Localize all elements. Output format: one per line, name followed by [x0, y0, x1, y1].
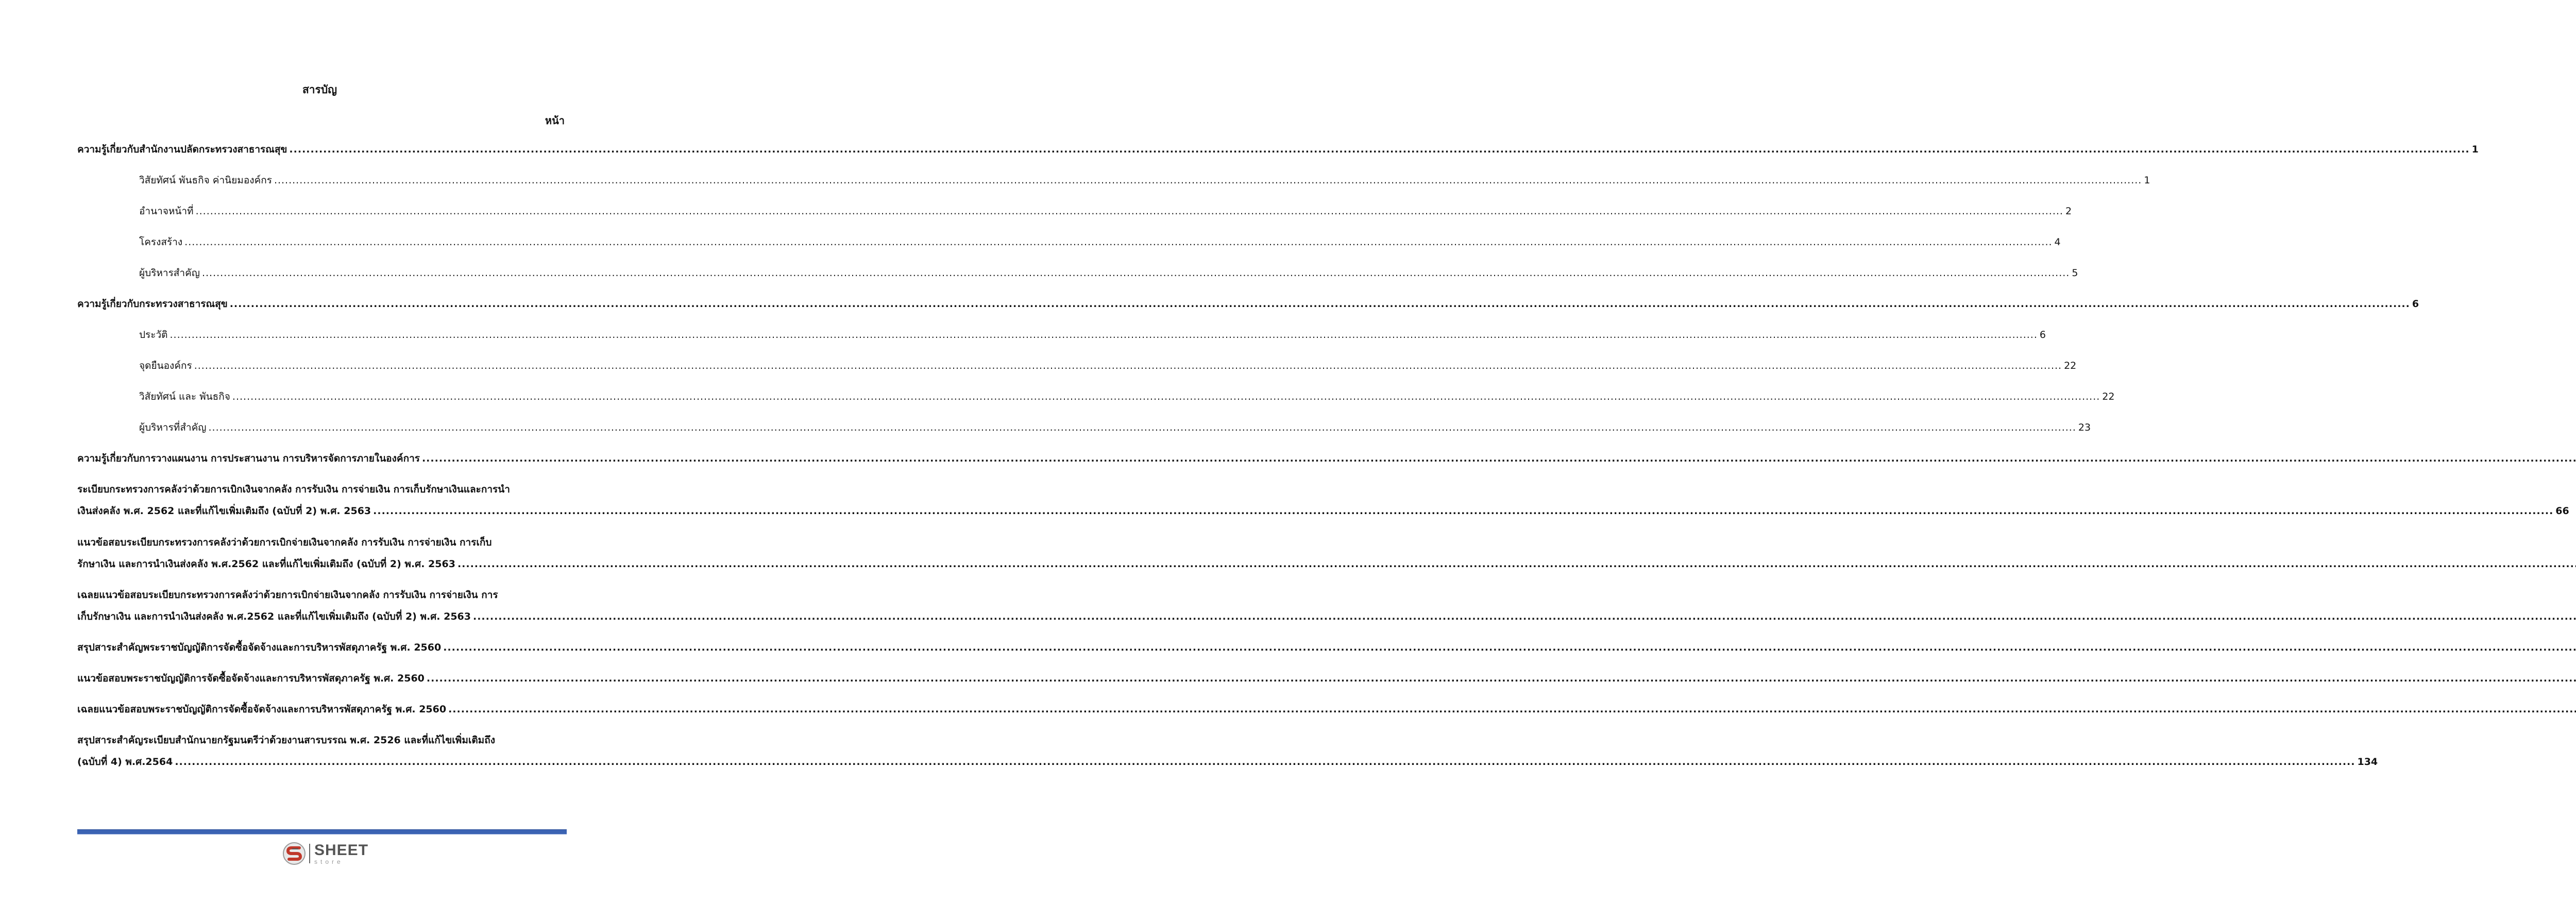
toc-subentry[interactable] [139, 265, 2078, 281]
toc-entry-title-line1: เฉลยแนวข้อสอบระเบียบกระทรวงการคลังว่าด้วยการเบิกจ่ายเงินจากคลัง การรับเงิน การจ่ายเงิน การ [77, 589, 498, 601]
sheet-store-logo [282, 841, 368, 866]
toc-subentry[interactable] [139, 234, 2061, 250]
leader-dots [289, 142, 2469, 157]
toc-entry-title: ผู้บริหารที่สำคัญ [139, 422, 207, 433]
toc-entry-page: 5 [2072, 267, 2078, 279]
toc-entry-title-line1: แนวข้อสอบระเบียบกระทรวงการคลังว่าด้วยการเบิกจ่ายเงินจากคลัง การรับเงิน การจ่ายเงิน การเก็บ [77, 537, 492, 548]
toc-entry-title: เก็บรักษาเงิน และการนำเงินส่งคลัง พ.ศ.2562 และที่แก้ไขเพิ่มเติมถึง (ฉบับที่ 2) พ.ศ. 2563 [77, 611, 471, 622]
toc-subentry[interactable] [139, 327, 2046, 343]
toc-entry-title: ประวัติ [139, 329, 168, 340]
toc-entry-page: 1 [2144, 175, 2150, 186]
toc-entry[interactable] [77, 732, 2378, 770]
toc-entry-title: อำนาจหน้าที่ [139, 206, 194, 217]
leader-dots [473, 609, 2576, 624]
toc-entry[interactable] [77, 671, 565, 686]
page-title: สารบัญ [302, 83, 337, 96]
leader-dots [443, 640, 2576, 655]
toc-entry[interactable] [77, 702, 565, 717]
leader-dots [373, 503, 2553, 519]
leader-dots [427, 671, 2576, 686]
toc-entry[interactable] [77, 296, 2419, 312]
toc-entry-title-line1: ระเบียบกระทรวงการคลังว่าด้วยการเบิกเงินจากคลัง การรับเงิน การจ่ายเงิน การเก็บรักษาเงินและการนำ [77, 484, 510, 495]
leader-dots [196, 203, 2063, 219]
leader-dots [194, 358, 2062, 373]
toc-entry-title: รักษาเงิน และการนำเงินส่งคลัง พ.ศ.2562 และที่แก้ไขเพิ่มเติมถึง (ฉบับที่ 2) พ.ศ. 2563 [77, 558, 455, 570]
toc-entry-page: 6 [2412, 298, 2419, 310]
toc-entry[interactable] [77, 482, 2569, 519]
leader-dots [457, 556, 2576, 572]
toc-entry-title: เงินส่งคลัง พ.ศ. 2562 และที่แก้ไขเพิ่มเติมถึง (ฉบับที่ 2) พ.ศ. 2563 [77, 505, 371, 517]
toc-entry-title: สรุปสาระสำคัญพระราชบัญญัติการจัดซื้อจัดจ้างและการบริหารพัสดุภาครัฐ พ.ศ. 2560 [77, 642, 442, 653]
toc-subentry[interactable] [139, 358, 2077, 373]
logo-text: SHEET [314, 841, 369, 859]
toc-entry[interactable] [77, 535, 565, 572]
toc-entry-page: 22 [2102, 391, 2115, 402]
toc-entry-title: ความรู้เกี่ยวกับการวางแผนงาน การประสานงาน การบริหารจัดการภายในองค์การ [77, 453, 420, 464]
toc-entry-title: วิสัยทัศน์ และ พันธกิจ [139, 391, 230, 402]
toc-entry[interactable] [77, 142, 2479, 157]
toc-entry-title: เฉลยแนวข้อสอบพระราชบัญญัติการจัดซื้อจัดจ้างและการบริหารพัสดุภาครัฐ พ.ศ. 2560 [77, 704, 447, 715]
toc-entry-page: 1 [2471, 144, 2479, 155]
toc-entry-page: 23 [2078, 422, 2091, 433]
leader-dots [230, 296, 2410, 312]
leader-dots [422, 451, 2576, 466]
toc-entry-title: (ฉบับที่ 4) พ.ศ.2564 [77, 756, 173, 767]
toc-entry[interactable] [77, 640, 565, 655]
toc-entry-page: 4 [2054, 236, 2061, 248]
toc-entry[interactable] [77, 587, 565, 624]
toc-entry[interactable] [77, 451, 565, 466]
logo-subtext: store [314, 858, 344, 865]
leader-dots [202, 265, 2070, 281]
leader-dots [175, 754, 2355, 770]
toc-subentry[interactable] [139, 173, 2150, 188]
sheet-store-s-icon [282, 842, 306, 865]
footer-divider [77, 829, 567, 834]
toc-entry-page: 134 [2357, 756, 2378, 767]
toc-entry-title: โครงสร้าง [139, 236, 183, 248]
toc-entry-title: ผู้บริหารสำคัญ [139, 267, 200, 279]
leader-dots [184, 234, 2052, 250]
leader-dots [232, 389, 2100, 404]
toc-entry-page: 22 [2064, 360, 2077, 371]
toc-subentry[interactable] [139, 389, 2115, 404]
logo-separator [309, 844, 310, 863]
toc-entry-title-line1: สรุปสาระสำคัญระเบียบสำนักนายกรัฐมนตรีว่าด้วยงานสารบรรณ พ.ศ. 2526 และที่แก้ไขเพิ่มเติมถึง [77, 735, 495, 746]
toc-entry-page: 2 [2065, 206, 2072, 217]
leader-dots [170, 327, 2037, 343]
toc-entry-page: 66 [2555, 505, 2569, 517]
toc-entry-title: ความรู้เกี่ยวกับสำนักงานปลัดกระทรวงสาธารณสุข [77, 144, 287, 155]
toc-entry-title: จุดยืนองค์กร [139, 360, 192, 371]
toc-entry-title: แนวข้อสอบพระราชบัญญัติการจัดซื้อจัดจ้างและการบริหารพัสดุภาครัฐ พ.ศ. 2560 [77, 673, 425, 684]
toc-subentry[interactable] [139, 420, 2091, 435]
toc-entry-title: ความรู้เกี่ยวกับกระทรวงสาธารณสุข [77, 298, 228, 310]
leader-dots [209, 420, 2076, 435]
leader-dots [274, 173, 2142, 188]
leader-dots [448, 702, 2576, 717]
toc-subentry[interactable] [139, 203, 2072, 219]
toc-entry-page: 6 [2039, 329, 2046, 340]
toc-entry-title: วิสัยทัศน์ พันธกิจ ค่านิยมองค์กร [139, 175, 272, 186]
page-column-header: หน้า [545, 114, 565, 127]
logo-wordmark [314, 843, 368, 865]
